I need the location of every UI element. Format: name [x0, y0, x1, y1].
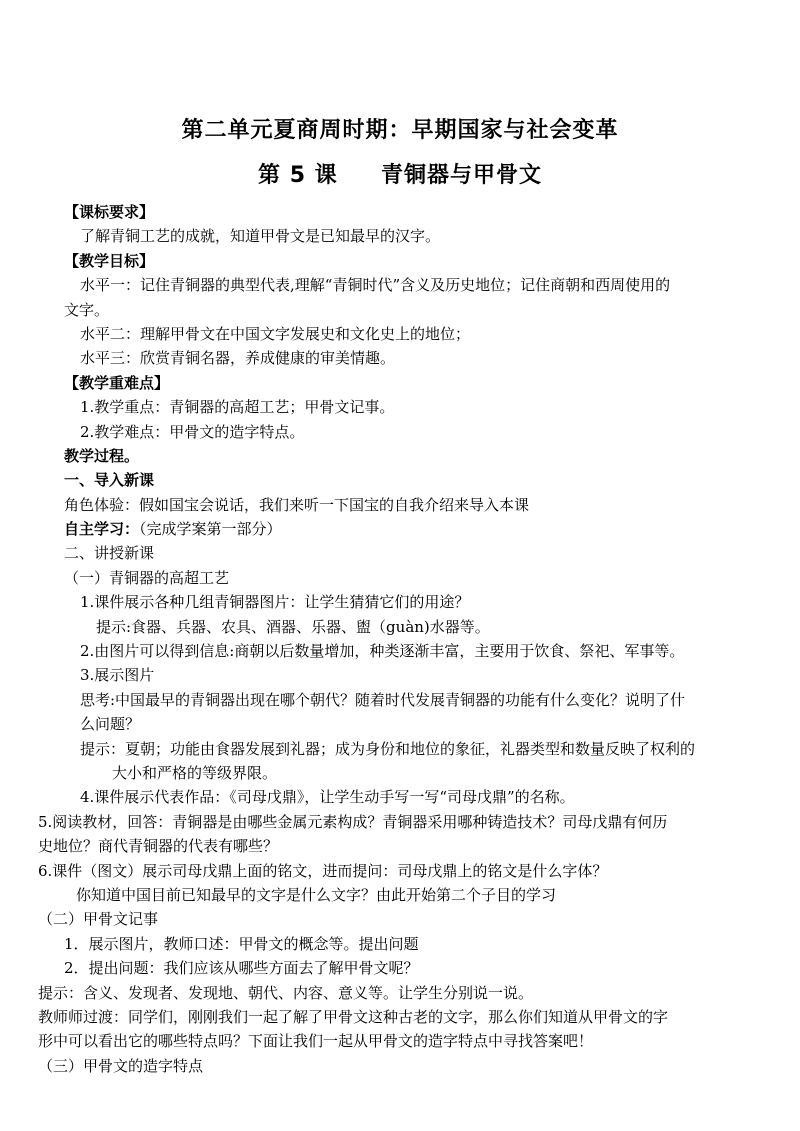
body-line: 2．提出问题：我们应该从哪些方面去了解甲骨文呢？ [64, 959, 419, 978]
section-heading-objectives: 【教学目标】 [64, 251, 155, 270]
body-line: 1.教学重点：青铜器的高超工艺；甲骨文记事。 [80, 398, 395, 417]
self-study-label: 自主学习： [64, 520, 140, 539]
subsection-heading: （三）甲骨文的造字特点 [38, 1056, 204, 1075]
body-line: 5.阅读教材，回答：青铜器是由哪些金属元素构成？青铜器采用哪种铸造技术？司母戊鼎有何历 [38, 812, 668, 831]
body-line: 史地位？商代青铜器的代表有哪些？ [38, 837, 279, 856]
section-heading-intro: 一、导入新课 [64, 471, 155, 490]
body-line: 2.由图片可以得到信息:商朝以后数量增加，种类逐渐丰富，主要用于饮食、祭祀、军事等。 [80, 642, 685, 661]
body-line: 4.课件展示代表作品：《司母戊鼎》，让学生动手写一写“司母戊鼎”的名称。 [80, 788, 575, 807]
body-line: 提示：含义、发现者、发现地、朝代、内容、意义等。让学生分别说一说。 [38, 983, 534, 1002]
body-line: 3.展示图片 [80, 666, 155, 685]
body-line: 么问题？ [80, 715, 141, 734]
body-line: 提示:食器、兵器、农具、酒器、乐器、盥（guàn)水器等。 [96, 617, 490, 636]
body-line: 教师师过渡：同学们，刚刚我们一起了解了甲骨文这种古老的文字，那么你们知道从甲骨文的字 [38, 1007, 669, 1026]
body-line: 6.课件（图文）展示司母戊鼎上面的铭文，进而提问：司母戊鼎上的铭文是什么字体？ [38, 861, 608, 880]
self-study-line: 自主学习：（完成学案第一部分） [64, 520, 282, 539]
body-line: 2.教学难点：甲骨文的造字特点。 [80, 422, 305, 441]
body-line: 形中可以看出它的哪些特点吗？下面让我们一起从甲骨文的造字特点中寻找答案吧！ [38, 1032, 594, 1051]
section-heading-key-points: 【教学重难点】 [64, 373, 170, 392]
body-line: 水平一：记住青铜器的典型代表,理解“青铜时代”含义及历史地位；记住商朝和西周使用的 [80, 276, 671, 295]
body-line: 了解青铜工艺的成就，知道甲骨文是已知最早的汉字。 [80, 227, 441, 246]
body-line: 文字。 [64, 300, 110, 319]
body-line: 水平三：欣赏青铜名器，养成健康的审美情趣。 [80, 349, 396, 368]
body-line: 1．展示图片，教师口述：甲骨文的概念等。提出问题 [64, 934, 419, 953]
section-heading-process: 教学过程。 [64, 446, 140, 465]
body-line: 大小和严格的等级界限。 [112, 763, 278, 782]
body-line: 1.课件展示各种几组青铜器图片：让学生猜猜它们的用途？ [80, 593, 470, 612]
body-line: 角色体验：假如国宝会说话，我们来听一下国宝的自我介绍来导入本课 [64, 495, 530, 514]
body-line: 思考:中国最早的青铜器出现在哪个朝代？随着时代发展青铜器的功能有什么变化？说明了什 [80, 690, 686, 709]
unit-title: 第二单元夏商周时期：早期国家与社会变革 [181, 118, 619, 143]
subsection-heading: （二）甲骨文记事 [38, 910, 159, 929]
lesson-body [38, 200, 744, 1078]
section-heading-new-lesson: 二、讲授新课 [64, 544, 155, 563]
section-heading-standards: 【课标要求】 [64, 203, 155, 221]
subsection-heading: （一）青铜器的高超工艺 [64, 568, 230, 587]
body-line: 你知道中国目前已知最早的文字是什么文字？由此开始第二个子目的学习 [76, 885, 557, 904]
body-line: 提示：夏朝；功能由食器发展到礼器；成为身份和地位的象征，礼器类型和数量反映了权利的 [80, 739, 696, 758]
body-line: 水平二：理解甲骨文在中国文字发展史和文化史上的地位； [80, 324, 471, 343]
lesson-title: 第 5 课 青铜器与甲骨文 [258, 163, 542, 188]
